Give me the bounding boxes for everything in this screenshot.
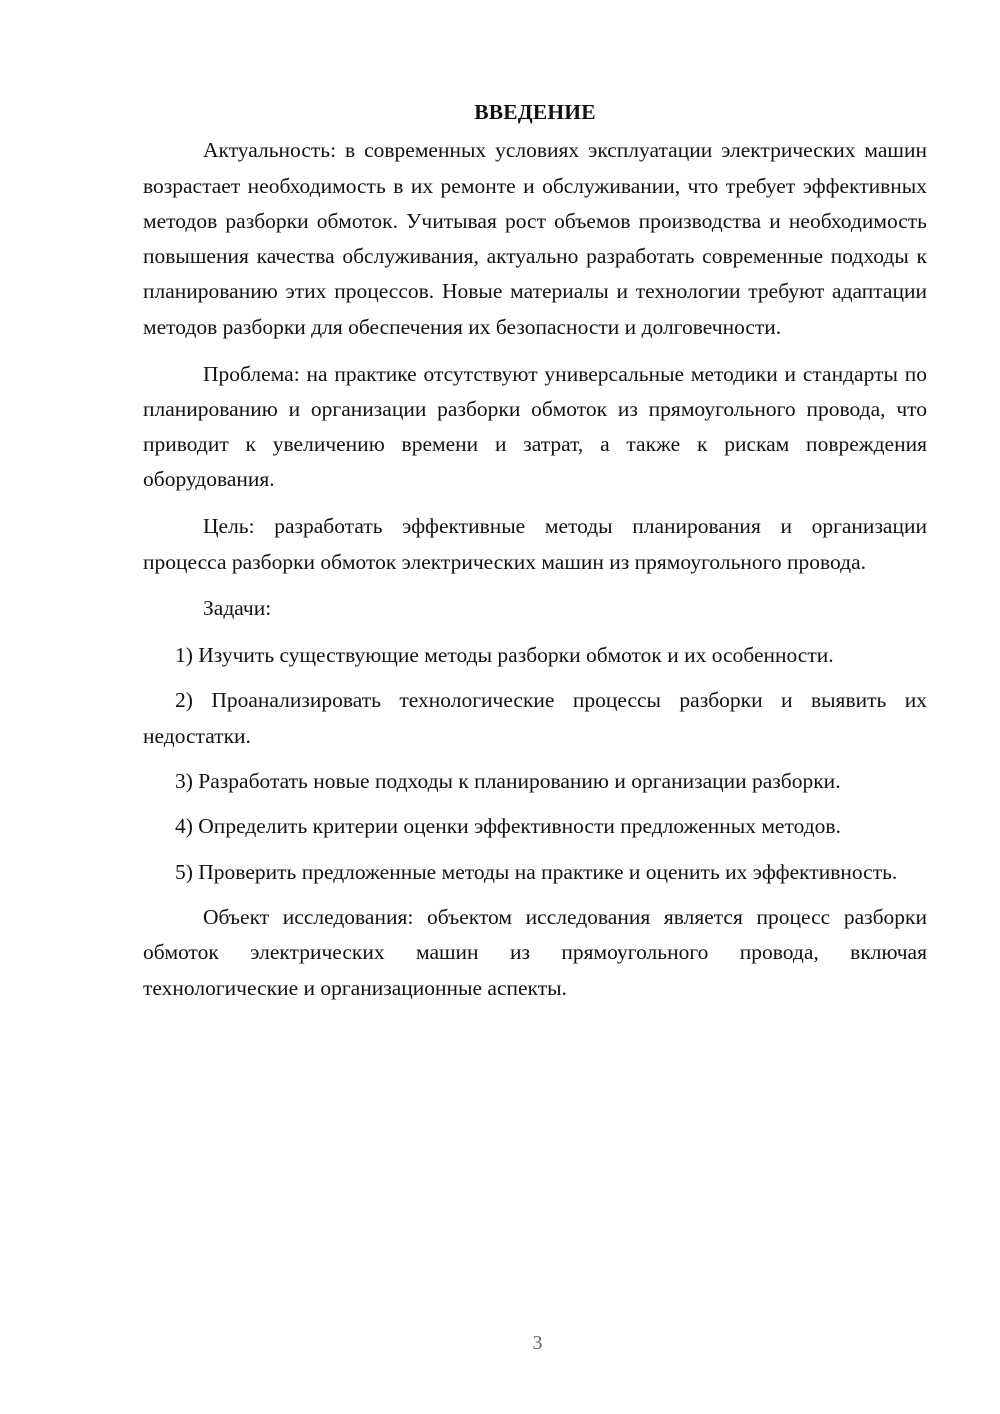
- task-item-5: 5) Проверить предложенные методы на практике и оценить их эффективность.: [175, 859, 898, 884]
- page-number: 3: [532, 1332, 543, 1354]
- task-item-4: 4) Определить критерии оценки эффективности предложенных методов.: [175, 814, 841, 839]
- task-item-3: 3) Разработать новые подходы к планированию и организации разборки.: [175, 769, 841, 794]
- research-object-paragraph: Объект исследования: объектом исследования является процесс разборки обмоток электрических машин из прямоугольного провода, включая технологические и организационные аспекты.: [143, 904, 927, 1000]
- task-item-1: 1) Изучить существующие методы разборки обмоток и их особенности.: [175, 643, 834, 668]
- problem-paragraph: Проблема: на практике отсутствуют универсальные методики и стандарты по планированию и организации разборки обмоток из прямоугольного провода, что приводит к увеличению времени и затрат, а также к рискам повреждения оборудования.: [143, 361, 927, 492]
- relevance-paragraph: Актуальность: в современных условиях эксплуатации электрических машин возрастает необходимость в их ремонте и обслуживании, что требует эффективных методов разборки обмоток. Учитывая рост объемов производства и необходимость повышения качества обслуживания, актуально разработать современные подходы к планированию этих процессов. Новые материалы и технологии требуют адаптации методов разборки для обеспечения их безопасности и долговечности.: [143, 138, 927, 339]
- tasks-heading: Задачи:: [203, 596, 272, 621]
- goal-paragraph: Цель: разработать эффективные методы планирования и организации процесса разборки обмоток электрических машин из прямоугольного провода.: [143, 514, 927, 574]
- task-item-2: 2) Проанализировать технологические процессы разборки и выявить их недостатки.: [143, 688, 927, 748]
- page-content: [143, 95, 927, 1017]
- section-title: ВВЕДЕНИЕ: [474, 100, 596, 124]
